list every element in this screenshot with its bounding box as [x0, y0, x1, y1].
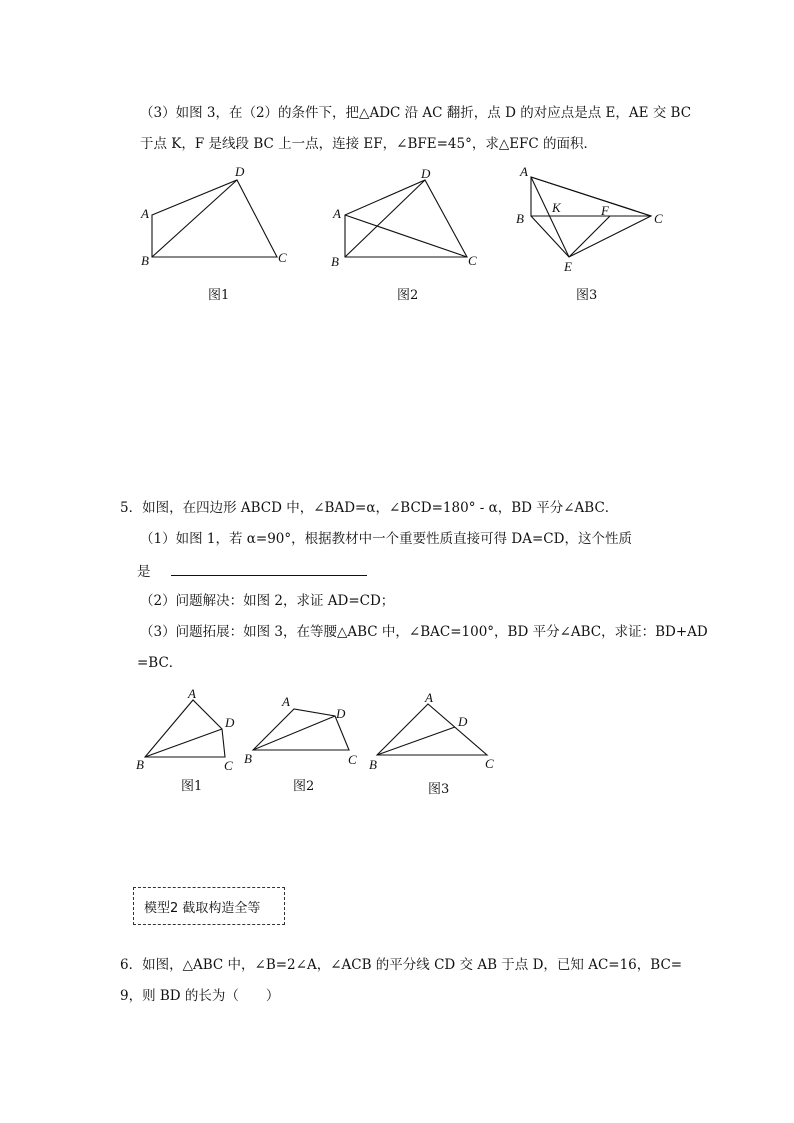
q5-fig2-label-d: D	[336, 706, 346, 721]
q4-fig2-label-c: C	[468, 253, 477, 268]
q5-figure-3	[365, 687, 500, 780]
q4-fig2-label-d: D	[421, 166, 431, 181]
q5-part3-line2: =BC．	[137, 655, 183, 671]
q4-fig3-label-c: C	[654, 211, 663, 226]
q4-fig3-label-e: E	[564, 259, 572, 274]
q5-fig1-caption: 图1	[181, 779, 203, 794]
q4-part3-line1: （3）如图 3，在（2）的条件下，把△ADC 沿 AC 翻折，点 D 的对应点是点 E，AE 交 BC	[140, 105, 692, 121]
q4-fig3-label-a: A	[520, 164, 528, 179]
q4-fig1-label-c: C	[278, 250, 287, 265]
q4-fig1-label-a: A	[141, 206, 149, 221]
q4-fig2-label-a: A	[333, 206, 341, 221]
q5-fig3-label-c: C	[485, 756, 494, 771]
q4-figure-2	[325, 160, 485, 270]
q5-part1-line2-text: 是	[137, 564, 151, 580]
q5-part3-line1: （3）问题拓展：如图 3，在等腰△ABC 中，∠BAC=100°，BD 平分∠ABC，求证：BD+AD	[140, 624, 708, 640]
q4-fig3-caption: 图3	[576, 288, 598, 303]
q5-figure-2	[240, 690, 370, 780]
q4-fig1-label-d: D	[235, 164, 245, 179]
q5-fig2-label-b: B	[244, 751, 252, 766]
q6-line1: 6．如图，△ABC 中，∠B=2∠A，∠ACB 的平分线 CD 交 AB 于点 D，已知 AC=16，BC=	[120, 957, 683, 973]
q4-figure-3	[510, 160, 680, 275]
model2-section-box	[133, 887, 285, 925]
q4-fig1-caption: 图1	[208, 288, 230, 303]
q4-fig2-label-b: B	[331, 254, 339, 269]
q5-fig1-label-c: C	[224, 758, 233, 773]
q5-figure-1	[130, 685, 245, 780]
q5-part2: （2）问题解决：如图 2，求证 AD=CD；	[140, 593, 395, 609]
q6-line2: 9，则 BD 的长为（ ）	[120, 988, 280, 1004]
q4-fig3-label-k: K	[552, 200, 561, 215]
q4-fig3-label-f: F	[601, 203, 609, 218]
answer-blank	[171, 561, 367, 576]
q5-fig3-label-d: D	[458, 714, 468, 729]
q5-fig1-label-b: B	[136, 757, 144, 772]
q5-part1-line2	[137, 561, 367, 581]
q4-fig2-caption: 图2	[397, 288, 419, 303]
q5-fig3-caption: 图3	[428, 782, 450, 797]
q4-part3-line2: 于点 K，F 是线段 BC 上一点，连接 EF，∠BFE=45°，求△EFC 的面积．	[140, 136, 598, 152]
q5-fig1-label-a: A	[188, 686, 196, 701]
q4-fig3-label-b: B	[516, 211, 524, 226]
q5-part1-line1: （1）如图 1，若 α=90°，根据教材中一个重要性质直接可得 DA=CD，这个性质	[140, 531, 632, 547]
model2-label: 模型2 截取构造全等	[144, 900, 261, 916]
q4-fig1-label-b: B	[141, 253, 149, 268]
q5-stem: 5．如图，在四边形 ABCD 中，∠BAD=α，∠BCD=180° - α，BD 平分∠ABC．	[120, 500, 619, 516]
q5-fig3-label-b: B	[369, 757, 377, 772]
q5-fig2-label-c: C	[348, 752, 357, 767]
q4-figure-1	[135, 160, 295, 270]
q5-fig2-label-a: A	[282, 694, 290, 709]
q5-fig1-label-d: D	[225, 715, 235, 730]
q5-fig2-caption: 图2	[293, 779, 315, 794]
q5-fig3-label-a: A	[425, 690, 433, 705]
